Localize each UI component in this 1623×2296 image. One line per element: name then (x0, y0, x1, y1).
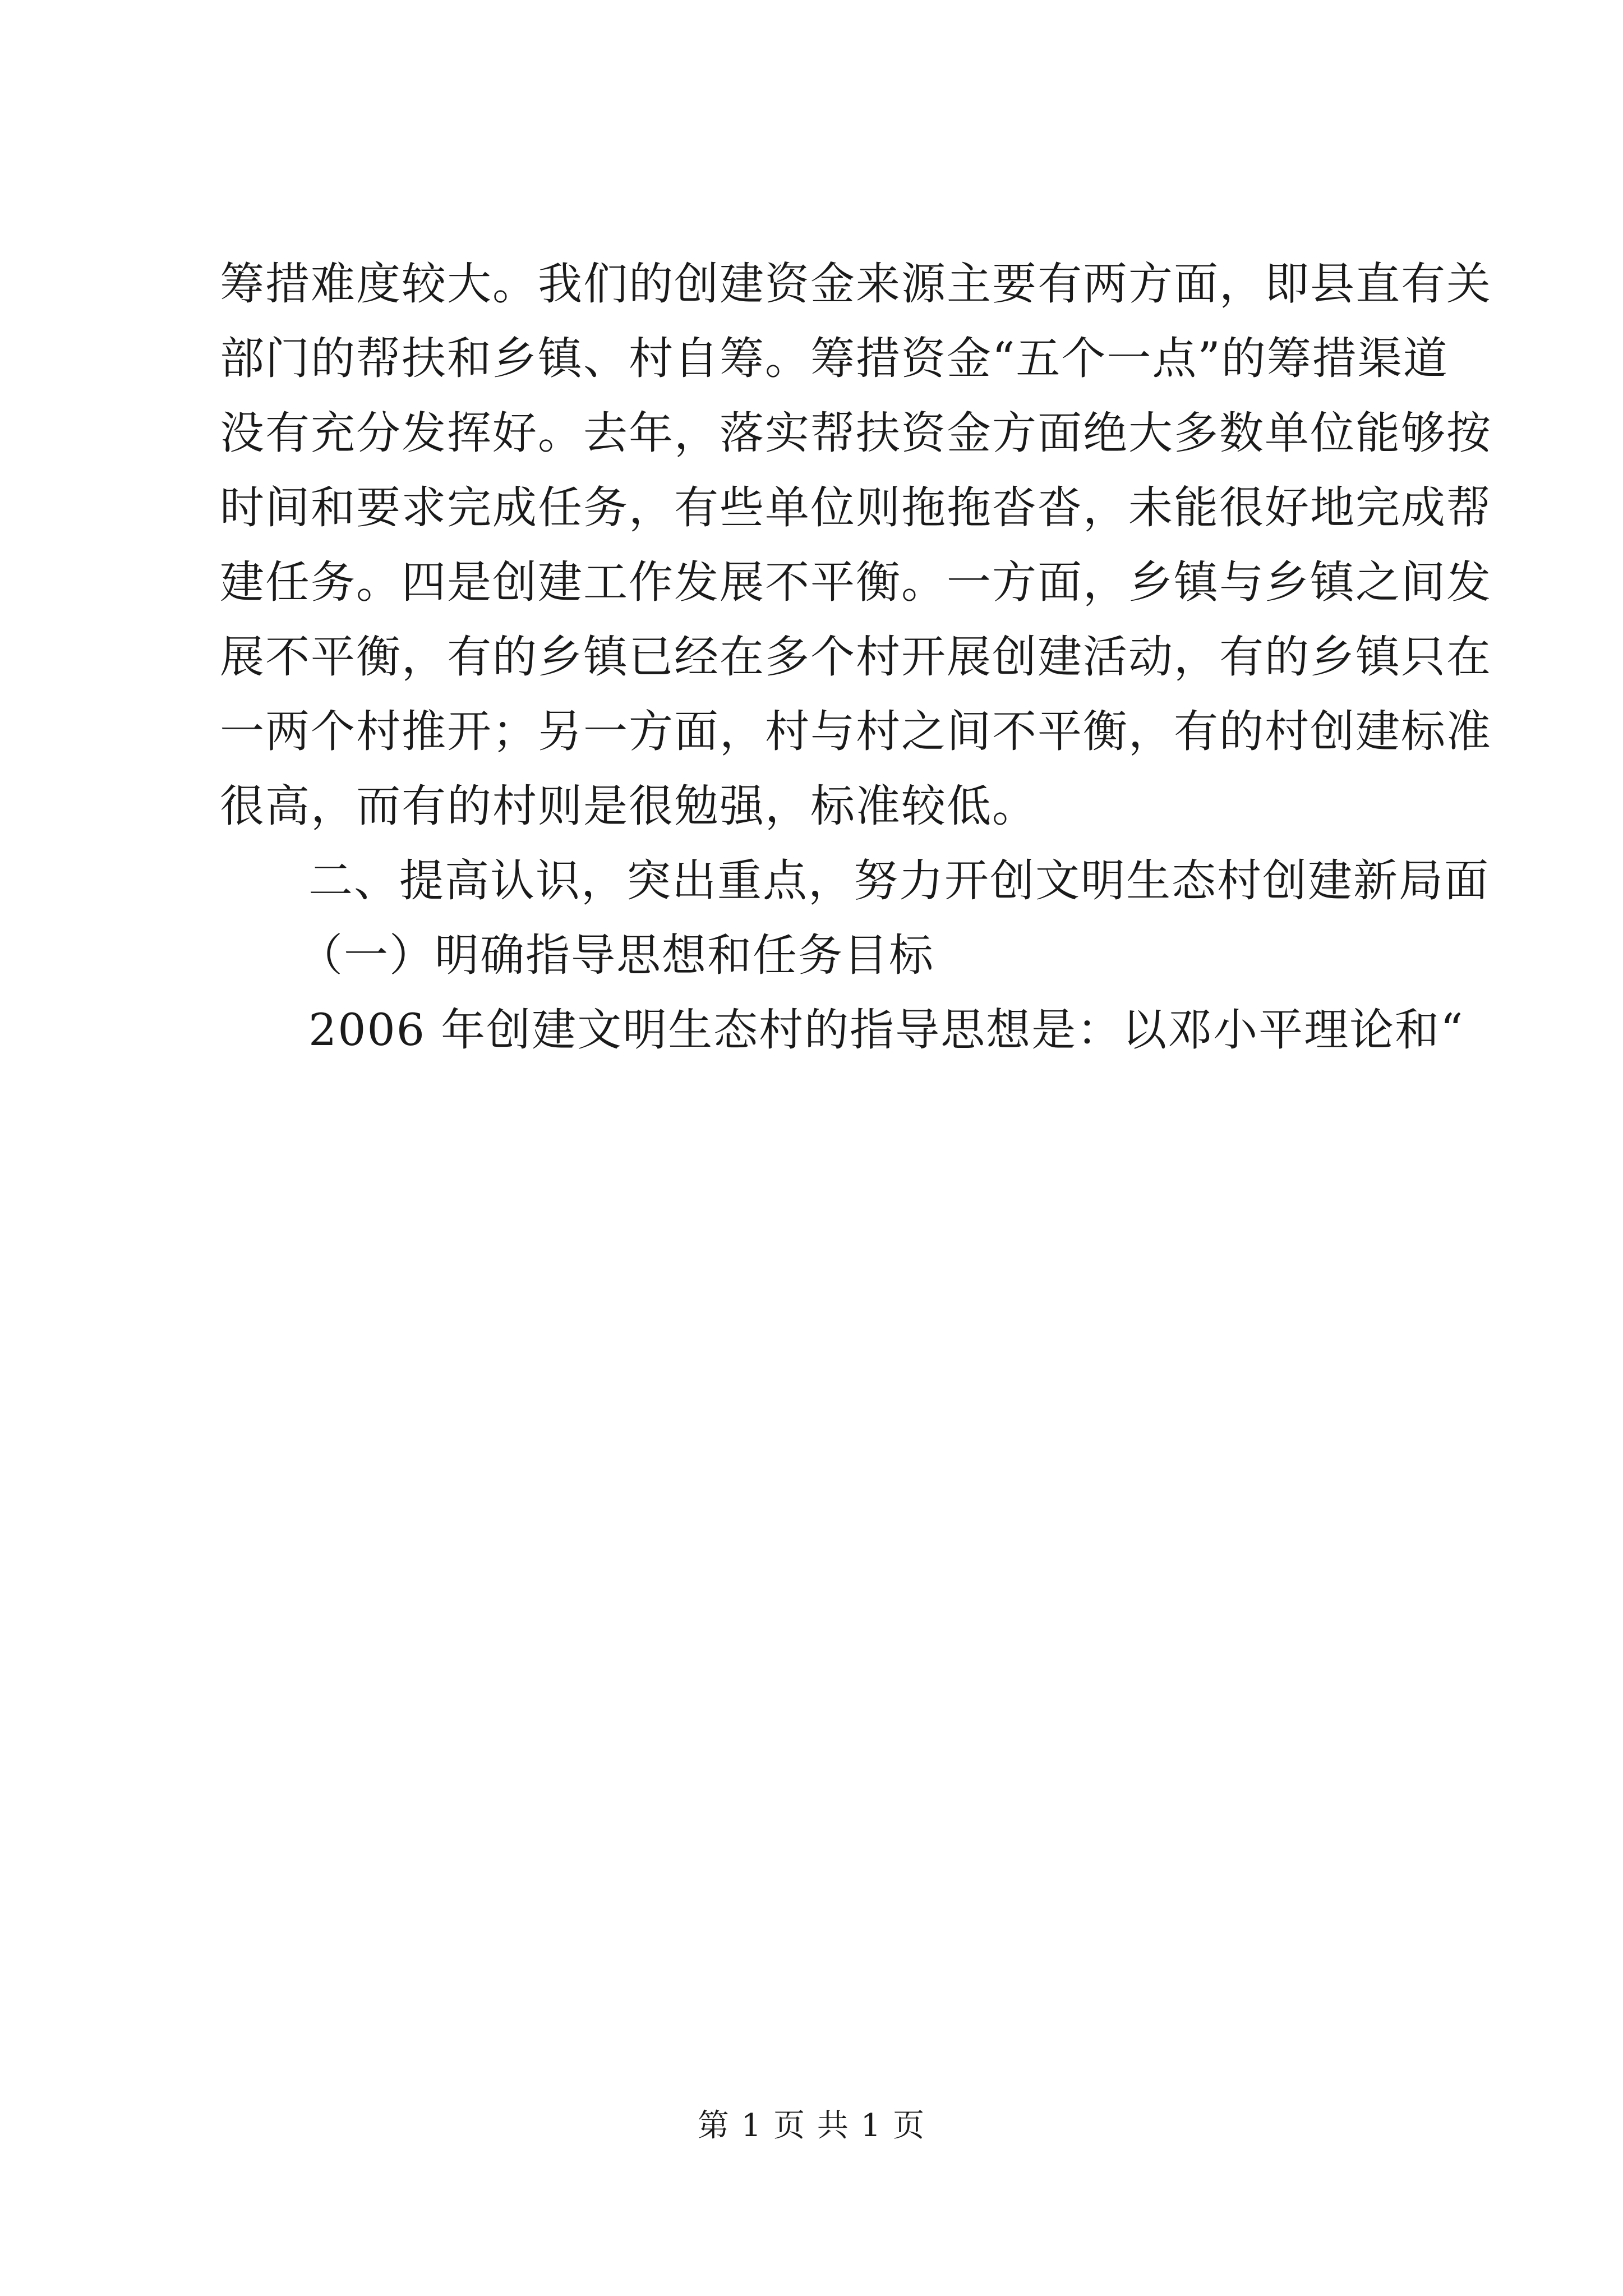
paragraph-line: 时间和要求完成任务，有些单位则拖拖沓沓，未能很好地完成帮 (220, 482, 1492, 533)
page-number-footer: 第 1 页 共 1 页 (697, 2108, 926, 2144)
section-heading: 二、提高认识，突出重点，努力开创文明生态村创建新局面 (308, 855, 1490, 907)
paragraph-line: 部门的帮扶和乡镇、村自筹。筹措资金“五个一点”的筹措渠道 (220, 333, 1449, 384)
paragraph-line: 筹措难度较大。我们的创建资金来源主要有两方面，即县直有关 (220, 258, 1492, 310)
subsection-heading: （一）明确指导思想和任务目标 (298, 930, 934, 981)
document-body (220, 247, 1492, 1068)
paragraph-line: 一两个村推开；另一方面，村与村之间不平衡，有的村创建标准 (220, 706, 1492, 757)
paragraph-line: 建任务。四是创建工作发展不平衡。一方面，乡镇与乡镇之间发 (220, 556, 1492, 608)
paragraph-line: 很高，而有的村则是很勉强，标准较低。 (220, 780, 1038, 832)
paragraph-line: 2006 年创建文明生态村的指导思想是：以邓小平理论和“ (308, 1004, 1464, 1056)
paragraph-line: 展不平衡，有的乡镇已经在多个村开展创建活动，有的乡镇只在 (220, 631, 1492, 683)
paragraph-line: 没有充分发挥好。去年，落实帮扶资金方面绝大多数单位能够按 (220, 407, 1492, 459)
